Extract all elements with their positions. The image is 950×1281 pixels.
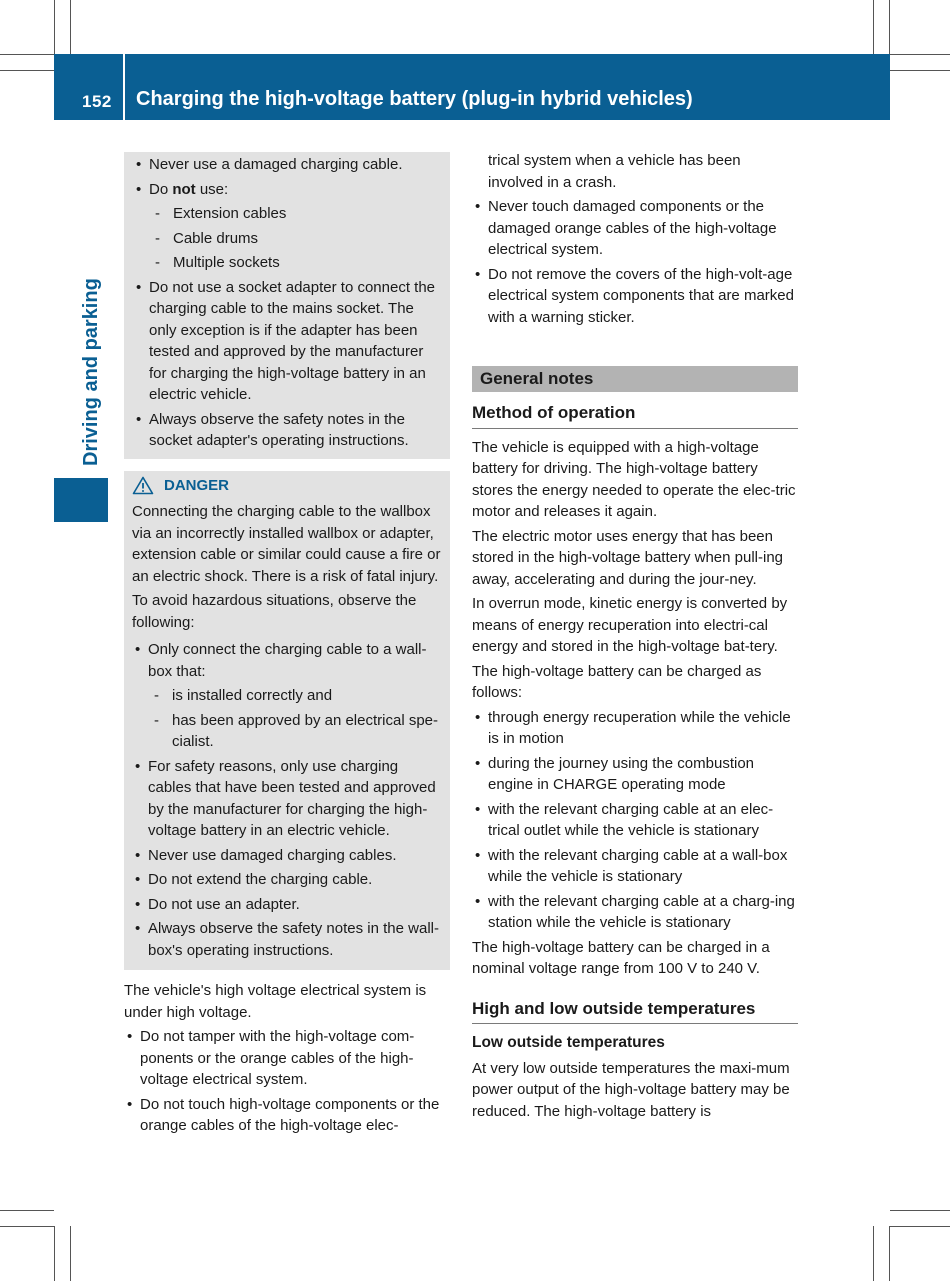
crop-mark: [70, 1226, 71, 1281]
danger-paragraph: To avoid hazardous situations, observe the following:: [132, 592, 417, 631]
list-item: • Do not remove the covers of the high-volt-age electrical system components that are marked with a warning sticker.: [472, 264, 798, 329]
danger-box: [124, 471, 450, 971]
body-paragraph: The high-voltage battery can be charged as follows:: [472, 662, 762, 701]
page-number: 152: [82, 92, 112, 111]
list-item: • through energy recuperation while the vehicle is in motion: [472, 707, 798, 750]
crop-mark: [889, 1226, 890, 1281]
crop-mark: [0, 1226, 54, 1227]
sub-list-item: - has been approved by an electrical spe-cialist.: [132, 710, 444, 753]
list-item: [133, 179, 444, 201]
list-item: • with the relevant charging cable at an elec-trical outlet while the vehicle is stationary: [472, 799, 798, 842]
crop-mark: [0, 1210, 54, 1211]
list-item: • Never touch damaged components or the damaged orange cables of the high-voltage electrical system.: [472, 196, 798, 261]
left-column: [124, 152, 450, 1140]
page-header: [54, 54, 890, 120]
body-paragraph: The vehicle is equipped with a high-voltage battery for driving. The high-voltage battery stores the energy needed to operate the elec-tric motor and releases it again.: [472, 438, 796, 520]
emphasis-text: not: [172, 180, 196, 198]
warning-triangle-icon: [132, 476, 154, 495]
charging-methods-list: [472, 707, 798, 934]
crop-mark: [890, 70, 950, 71]
body-paragraph: The electric motor uses energy that has been stored in the high-voltage battery when pull-ing away, accelerating and during the jour-ney.: [472, 527, 784, 588]
subsection-heading: High and low outside temperatures: [472, 998, 798, 1025]
body-paragraph: In overrun mode, kinetic energy is converted by means of energy recuperation into electri-cal energy and stored in the high-voltage bat-tery.: [472, 595, 788, 655]
danger-list: [132, 639, 444, 961]
crop-mark: [54, 0, 55, 54]
subsection-heading: Method of operation: [472, 402, 798, 429]
list-item: • with the relevant charging cable at a wall-box while the vehicle is stationary: [472, 845, 798, 888]
list-item: • Do not use a socket adapter to connect the charging cable to the mains socket. The only exception is if the adapter has been tested and approved by the manufacturer for charging the high-voltage battery in an electric vehicle.: [133, 277, 444, 406]
list-item: • Do not use an adapter.: [132, 894, 444, 916]
page-title: Charging the high-voltage battery (plug-in hybrid vehicles): [136, 88, 693, 110]
list-item: • Only connect the charging cable to a wall-box that:: [132, 639, 444, 682]
safety-notes-box: [124, 152, 450, 459]
danger-label: DANGER: [164, 476, 230, 494]
chapter-tab-label: Driving and parking: [80, 278, 102, 466]
danger-paragraph: Connecting the charging cable to the wallbox via an incorrectly installed wallbox or adapter, extension cable or similar could cause a fire or an electric shock. There is a risk of fatal injury.: [132, 503, 441, 585]
list-item: • Never use a damaged charging cable.: [133, 154, 444, 176]
crop-mark: [0, 70, 54, 71]
list-item-text: Do: [149, 180, 173, 198]
crop-mark: [873, 0, 874, 54]
crop-mark: [70, 0, 71, 54]
body-paragraph: The vehicle's high voltage electrical system is under high voltage.: [124, 982, 427, 1021]
list-item: • Do not tamper with the high-voltage com-ponents or the orange cables of the high-voltage electrical system.: [124, 1026, 450, 1091]
crop-mark: [890, 54, 950, 55]
sub-list-item: - is installed correctly and: [132, 685, 444, 707]
header-divider: [123, 54, 125, 120]
crop-mark: [889, 0, 890, 54]
sub-list-item: - Multiple sockets: [133, 252, 444, 274]
body-paragraph: At very low outside temperatures the maxi-mum power output of the high-voltage battery may be reduced. The high-voltage battery is: [472, 1059, 790, 1120]
section-heading: General notes: [472, 366, 798, 392]
sub-list-item: - Extension cables: [133, 203, 444, 225]
list-item: • during the journey using the combustion engine in CHARGE operating mode: [472, 753, 798, 796]
crop-mark: [54, 1226, 55, 1281]
crop-mark: [890, 1210, 950, 1211]
list-item: • Do not extend the charging cable.: [132, 869, 444, 891]
list-item: • Always observe the safety notes in the wall-box's operating instructions.: [132, 918, 444, 961]
danger-heading: [132, 475, 444, 497]
list-item: • Never use damaged charging cables.: [132, 845, 444, 867]
body-paragraph: The high-voltage battery can be charged in a nominal voltage range from 100 V to 240 V.: [472, 938, 770, 977]
list-item: • with the relevant charging cable at a charg-ing station while the vehicle is stationary: [472, 891, 798, 934]
list-item-text: use:: [195, 180, 229, 198]
sub-list-item: - Cable drums: [133, 228, 444, 250]
hv-warning-list: [124, 1026, 450, 1137]
list-item: • For safety reasons, only use charging cables that have been tested and approved by the manufacturer for charging the high-voltage battery in an electric vehicle.: [132, 756, 444, 842]
list-item: • Do not touch high-voltage components or the orange cables of the high-voltage elec-: [124, 1094, 450, 1137]
right-column: [472, 150, 798, 1125]
crop-mark: [890, 1226, 950, 1227]
minor-heading: Low outside temperatures: [472, 1034, 665, 1051]
continued-text: trical system when a vehicle has been involved in a crash.: [488, 152, 741, 191]
list-item: • Always observe the safety notes in the socket adapter's operating instructions.: [133, 409, 444, 452]
crop-mark: [873, 1226, 874, 1281]
crop-mark: [0, 54, 54, 55]
safety-notes-list: [133, 154, 444, 452]
hv-warning-list-cont: [472, 196, 798, 328]
chapter-tab-marker: [54, 478, 108, 522]
